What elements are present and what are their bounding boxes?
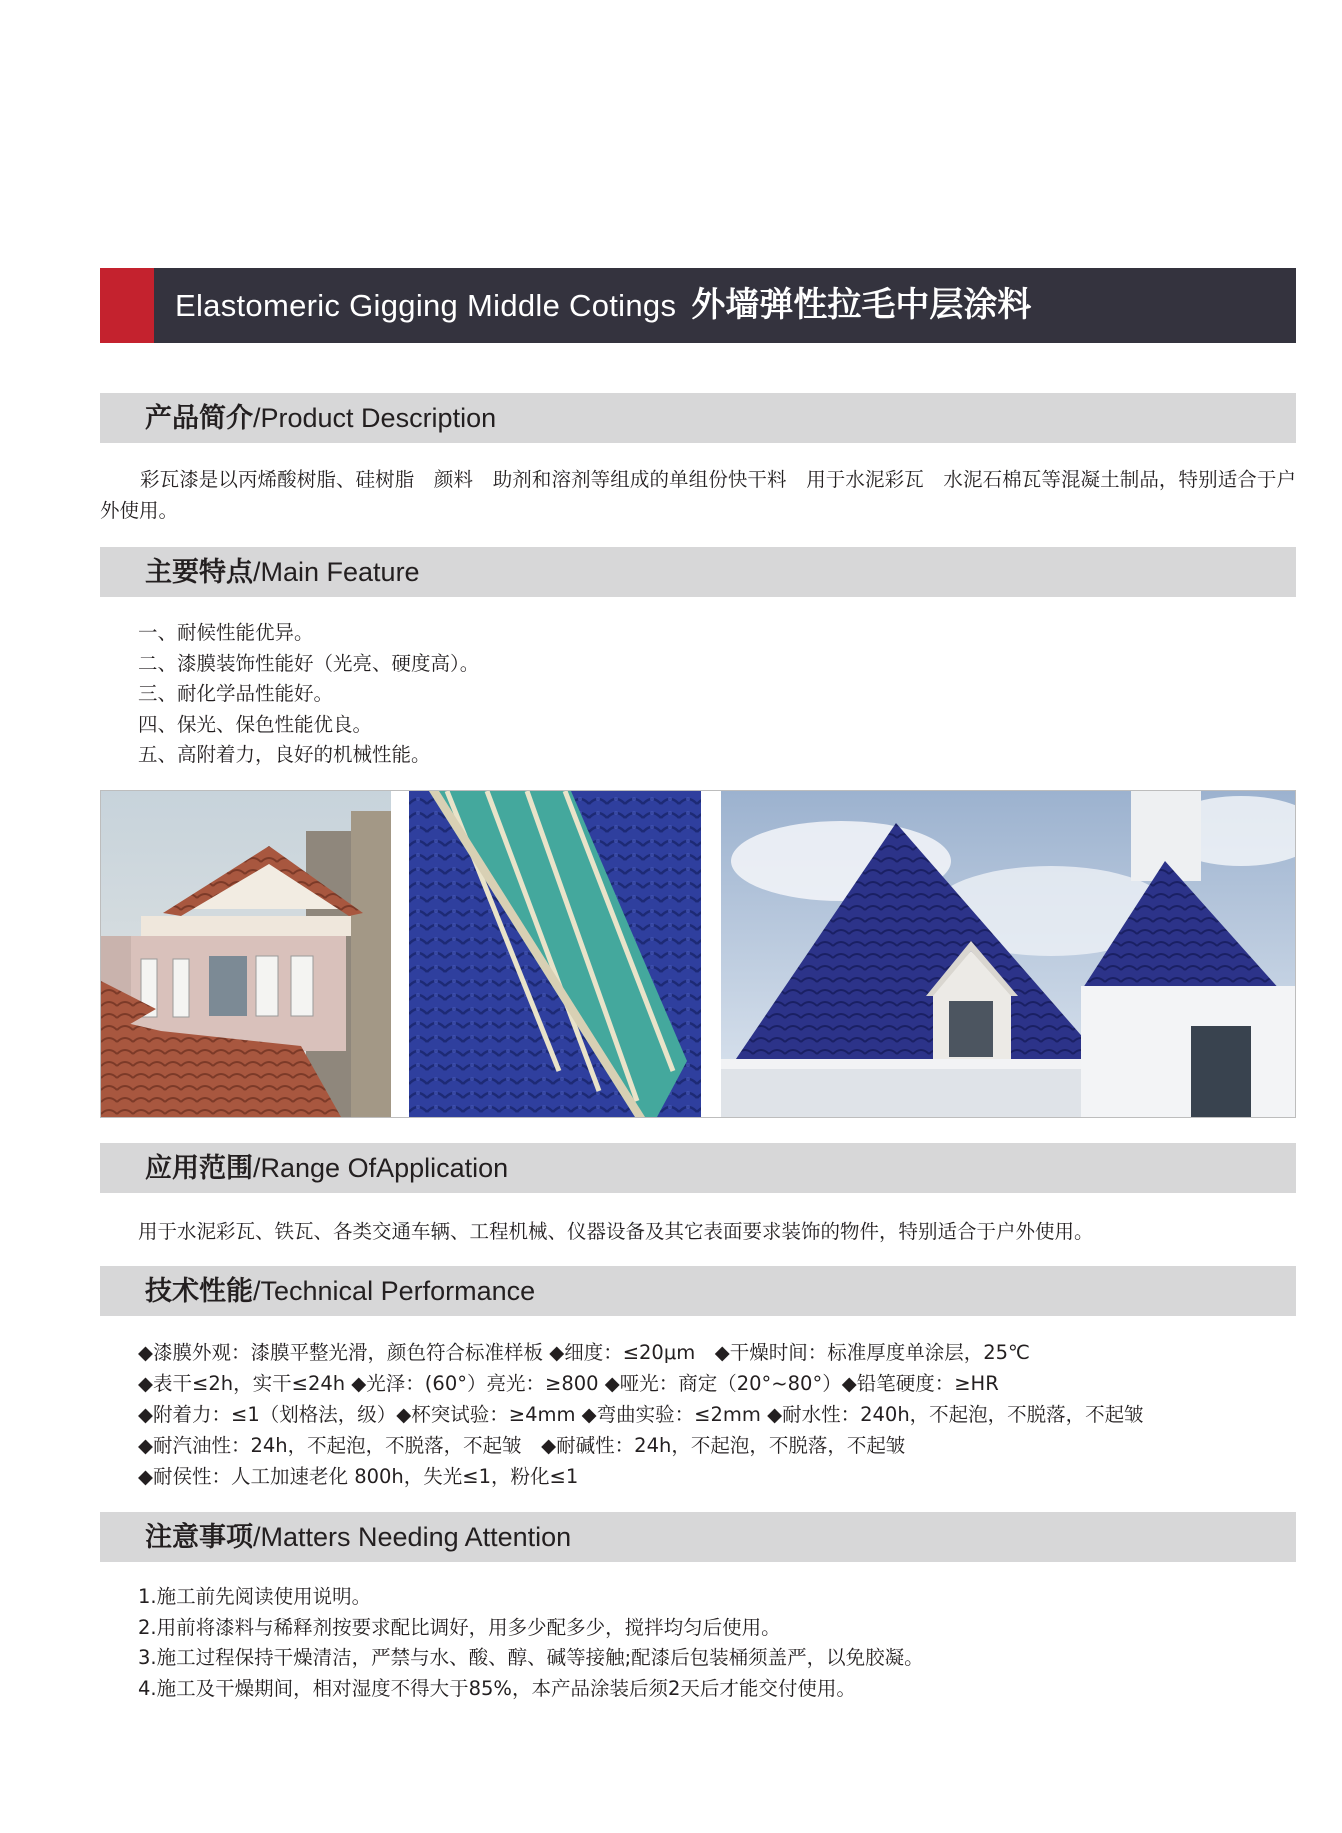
section-heading-en: /Main Feature bbox=[253, 557, 420, 587]
section-heading-cn: 应用范围 bbox=[145, 1153, 253, 1184]
section-heading-en: /Matters Needing Attention bbox=[253, 1522, 572, 1552]
attention-list bbox=[138, 1582, 1296, 1704]
technical-spec-list bbox=[138, 1337, 1296, 1492]
section-heading-en: /Technical Performance bbox=[253, 1276, 536, 1306]
villa-terracotta-roof-photo bbox=[101, 791, 391, 1117]
section-heading-cn: 主要特点 bbox=[145, 557, 253, 588]
section-heading-en: /Product Description bbox=[253, 403, 497, 433]
section-heading-cn: 产品简介 bbox=[145, 403, 253, 434]
list-item: ◆附着力：≤1（划格法，级）◆杯突试验：≥4mm ◆弯曲实验：≤2mm ◆耐水性：240h，不起泡，不脱落，不起皱 bbox=[138, 1403, 1144, 1426]
list-item: ◆表干≤2h，实干≤24h ◆光泽：(60°）亮光：≥800 ◆哑光：商定（20°~80°）◆铅笔硬度：≥HR bbox=[138, 1372, 999, 1395]
section-header-attention bbox=[100, 1512, 1296, 1562]
list-item: 一、耐候性能优异。 bbox=[138, 621, 314, 644]
section-header-features bbox=[100, 547, 1296, 597]
blue-roof-villa-sky-photo bbox=[721, 791, 1295, 1117]
section-header-technical bbox=[100, 1266, 1296, 1316]
title-bar bbox=[100, 268, 1296, 343]
section-heading-cn: 注意事项 bbox=[145, 1522, 253, 1553]
list-item: 二、漆膜装饰性能好（光亮、硬度高）。 bbox=[138, 651, 480, 675]
list-item: ◆漆膜外观：漆膜平整光滑，颜色符合标准样板 ◆细度：≤20μm ◆干燥时间：标准厚度单涂层，25℃ bbox=[138, 1341, 1030, 1364]
list-item: 1.施工前先阅读使用说明。 bbox=[138, 1585, 372, 1608]
title-accent-block bbox=[100, 268, 154, 343]
section-header-description bbox=[100, 393, 1296, 443]
feature-list bbox=[138, 618, 1296, 771]
page-title-cn: 外墙弹性拉毛中层涂料 bbox=[691, 285, 1032, 325]
list-item: ◆耐汽油性：24h，不起泡，不脱落，不起皱 ◆耐碱性：24h，不起泡，不脱落，不起皱 bbox=[138, 1434, 906, 1457]
photo-strip bbox=[100, 790, 1296, 1118]
list-item: 五、高附着力，良好的机械性能。 bbox=[138, 743, 431, 766]
page-title bbox=[175, 268, 1031, 343]
list-item: 四、保光、保色性能优良。 bbox=[138, 712, 373, 736]
list-item: 4.施工及干燥期间，相对湿度不得大于85%，本产品涂装后须2天后才能交付使用。 bbox=[138, 1676, 856, 1700]
blue-tile-roof-closeup-photo bbox=[409, 791, 701, 1117]
list-item: 用于水泥彩瓦、铁瓦、各类交通车辆、工程机械、仪器设备及其它表面要求装饰的物件，特别适合于户外使用。 bbox=[138, 1220, 1094, 1243]
list-item: 3.施工过程保持干燥清洁，严禁与水、酸、醇、碱等接触;配漆后包装桶须盖严，以免胶凝。 bbox=[138, 1646, 924, 1669]
description-text: 彩瓦漆是以丙烯酸树脂、硅树脂 颜料 助剂和溶剂等组成的单组份快干料 用于水泥彩瓦 水泥石棉瓦等混凝土制品，特别适合于户外使用。 bbox=[100, 468, 1296, 522]
section-heading-en: /Range OfApplication bbox=[253, 1153, 509, 1183]
section-heading-cn: 技术性能 bbox=[145, 1276, 253, 1307]
section-header-application bbox=[100, 1143, 1296, 1193]
page-title-en: Elastomeric Gigging Middle Cotings bbox=[175, 288, 677, 323]
list-item: ◆耐侯性：人工加速老化 800h，失光≤1，粉化≤1 bbox=[138, 1465, 579, 1488]
list-item: 三、耐化学品性能好。 bbox=[138, 682, 334, 705]
application-text bbox=[138, 1217, 1296, 1248]
list-item: 2.用前将漆料与稀释剂按要求配比调好，用多少配多少，搅拌均匀后使用。 bbox=[138, 1615, 781, 1639]
